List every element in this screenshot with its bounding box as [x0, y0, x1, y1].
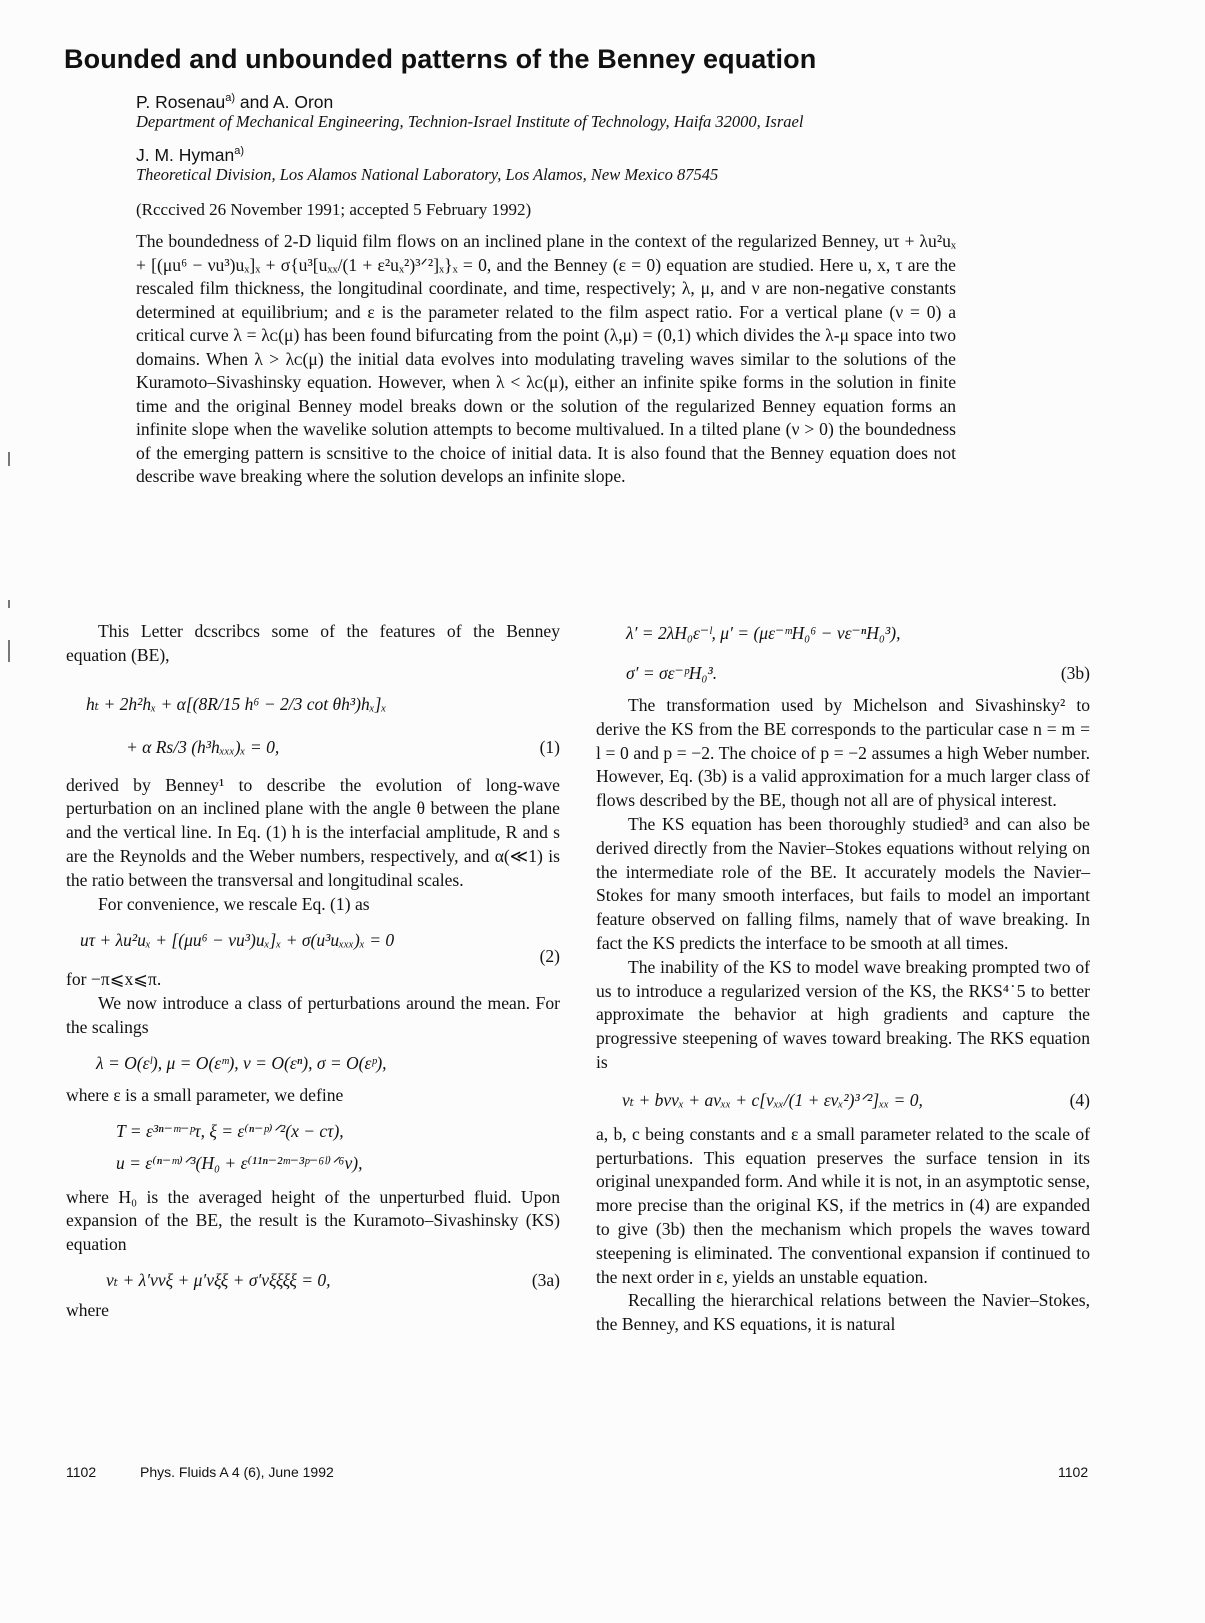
- equation-text: σ′ = σε⁻ᵖH₀³.: [626, 663, 718, 683]
- footer-journal-citation: Phys. Fluids A 4 (6), June 1992: [140, 1464, 334, 1480]
- scan-margin-mark: [8, 452, 10, 466]
- paper-title: Bounded and unbounded patterns of the Benney equation: [64, 44, 817, 74]
- scan-margin-mark: [8, 640, 10, 662]
- affiliation-2: Theoretical Division, Los Alamos National Laboratory, Los Alamos, New Mexico 87545: [136, 165, 719, 184]
- equation-number: (2): [539, 946, 560, 967]
- footer-page-number: 1102: [66, 1464, 97, 1480]
- paragraph: where ε is a small parameter, we define: [66, 1084, 344, 1105]
- author-footnote-mark: a): [234, 145, 244, 158]
- left-column: [66, 620, 560, 1323]
- equation-4: [622, 1087, 1090, 1113]
- equation-u: u = ε⁽ⁿ⁻ᵐ⁾ᐟ³(H₀ + ε⁽¹¹ⁿ⁻²ᵐ⁻³ᵖ⁻⁶ˡ⁾ᐟ⁶v),: [116, 1152, 363, 1173]
- paragraph: The KS equation has been thoroughly studied³ and can also be derived directly from the Navier–Stokes equations without relying on the intermediate role of the BE. It accurately models the Navier–Stokes for many smooth interfaces, but fails to model an important feature observed on falling films, namely that of wave breaking. In fact the KS predicts the interface to be smooth at all times.: [596, 813, 1090, 953]
- author-line-1: [136, 92, 333, 113]
- equation-1a: hₜ + 2h²hₓ + α[(8R/15 h⁶ − 2/3 cot θh³)hₓ]ₓ: [86, 693, 387, 714]
- equation-3a: [106, 1267, 560, 1293]
- equation-number: (3a): [531, 1269, 560, 1290]
- paragraph: where: [66, 1299, 109, 1320]
- received-dates: (Rcccived 26 November 1991; accepted 5 February 1992): [136, 200, 532, 219]
- footer-page-number: 1102: [1058, 1464, 1089, 1480]
- equation-number: (4): [1069, 1089, 1090, 1110]
- paragraph: This Letter dcscribcs some of the features of the Benney equation (BE),: [66, 621, 560, 665]
- paragraph: derived by Benney¹ to describe the evolution of long-wave perturbation on an inclined plane with the angle θ between the plane and the vertical line. In Eq. (1) h is the interfacial amplitude, R and s are the Reynolds and the Weber numbers, respectively, and α(≪1) is the ratio between the transversal and longitudinal scales.: [66, 774, 560, 890]
- equation-1b: [126, 732, 560, 762]
- author-name: P. Rosenau: [136, 92, 226, 112]
- scan-margin-mark: [8, 600, 10, 608]
- equation-number: (3b): [1060, 663, 1090, 683]
- author-footnote-mark: a): [225, 92, 235, 105]
- equation-text: + α Rs/3 (h³hₓₓₓ)ₓ = 0,: [126, 736, 280, 757]
- author-name: and A. Oron: [234, 92, 334, 112]
- right-column: [596, 620, 1090, 1337]
- abstract: The boundedness of 2-D liquid film flows on an inclined plane in the context of the regularized Benney, uτ + λu²uₓ + [(μu⁶ − νu³)uₓ]ₓ + σ{u³[uₓₓ/(1 + ε²uₓ²)³ᐟ²]ₓ}ₓ = 0, and the Benney (ε = 0) equation are studied. Here u, x, τ are the rescaled film thickness, the longitudinal coordinate, and time, respectively; λ, μ, and ν are non-negative constants determined at equilibrium; and ε is the parameter related to the film aspect ratio. For a vertical plane (ν = 0) a critical curve λ = λᴄ(μ) has been found bifurcating from the point (λ,μ) = (0,1) which divides the λ-μ space into two domains. When λ > λᴄ(μ) the initial data evolves into modulating traveling waves similar to the solutions of the Kuramoto–Sivashinsky equation. However, when λ < λᴄ(μ), either an infinite spike forms in the solution in finite time and the original Benney model breaks down or the solution of the regularized Benney equation forms an infinite slope when the wavelike solution attempts to become multivalued. In a tilted plane (ν > 0) the boundedness of the emerging pattern is scnsitive to the choice of initial data. It is also found that the Benney equation does not describe wave breaking where the solution develops an infinite slope.: [136, 231, 956, 486]
- author-line-2: [136, 145, 244, 166]
- equation-2: [80, 928, 560, 967]
- equation-text: vₜ + bvvₓ + avₓₓ + c[vₓₓ/(1 + εvₓ²)³ᐟ²]ₓₓ = 0,: [622, 1089, 923, 1110]
- equation-3b-line2: [626, 660, 1090, 686]
- equation-text: vₜ + λ′vvξ + μ′vξξ + σ′vξξξξ = 0,: [106, 1269, 331, 1290]
- paragraph: The inability of the KS to model wave breaking prompted two of us to introduce a regularized version of the KS, the RKS⁴˙5 to better approximate the behavior at high gradients and capture the progressive steepening of waves toward breaking. The RKS equation is: [596, 956, 1090, 1072]
- equation-3b-line1: λ′ = 2λH₀ε⁻ˡ, μ′ = (με⁻ᵐH₀⁶ − νε⁻ⁿH₀³),: [626, 623, 901, 643]
- equation-text: uτ + λu²uₓ + [(μu⁶ − νu³)uₓ]ₓ + σ(u³uₓₓₓ)ₓ = 0: [80, 930, 395, 951]
- paragraph: The transformation used by Michelson and Sivashinsky² to derive the KS from the BE corresponds to the particular case n = m = l = 0 and p = −2. The choice of p = −2 assumes a high Weber number. However, Eq. (3b) is a valid approximation for a much larger class of flows described by the BE, though not all are of physical interest.: [596, 695, 1090, 811]
- affiliation-1: Department of Mechanical Engineering, Technion-Israel Institute of Technology, Haifa 32000, Israel: [136, 112, 804, 131]
- paragraph: for −π⩽x⩽π.: [66, 969, 162, 990]
- paragraph: where H₀ is the averaged height of the unperturbed fluid. Upon expansion of the BE, the result is the Kuramoto–Sivashinsky (KS) equation: [66, 1186, 560, 1255]
- paragraph: We now introduce a class of perturbations around the mean. For the scalings: [66, 993, 560, 1037]
- equation-number: (1): [539, 736, 560, 757]
- author-name: J. M. Hyman: [136, 145, 235, 165]
- equation-scalings: λ = O(εˡ), μ = O(εᵐ), ν = O(εⁿ), σ = O(εᵖ),: [96, 1052, 387, 1073]
- paragraph: For convenience, we rescale Eq. (1) as: [98, 893, 370, 914]
- paragraph: a, b, c being constants and ε a small parameter related to the scale of perturbations. This equation preserves the surface tension in its original unexpanded form. And while it is not, in an asymptotic sense, more precise than the original KS, if the metrics in (4) are expanded to give (3b) then the mechanism which propels the waves toward steepening is eliminated. The conventional expansion if continued to the next order in ε, yields an unstable equation.: [596, 1123, 1090, 1287]
- paragraph: Recalling the hierarchical relations between the Navier–Stokes, the Benney, and KS equations, it is natural: [596, 1290, 1090, 1335]
- equation-T-xi: T = ε³ⁿ⁻ᵐ⁻ᵖτ, ξ = ε⁽ⁿ⁻ᵖ⁾ᐟ²(x − cτ),: [116, 1120, 344, 1141]
